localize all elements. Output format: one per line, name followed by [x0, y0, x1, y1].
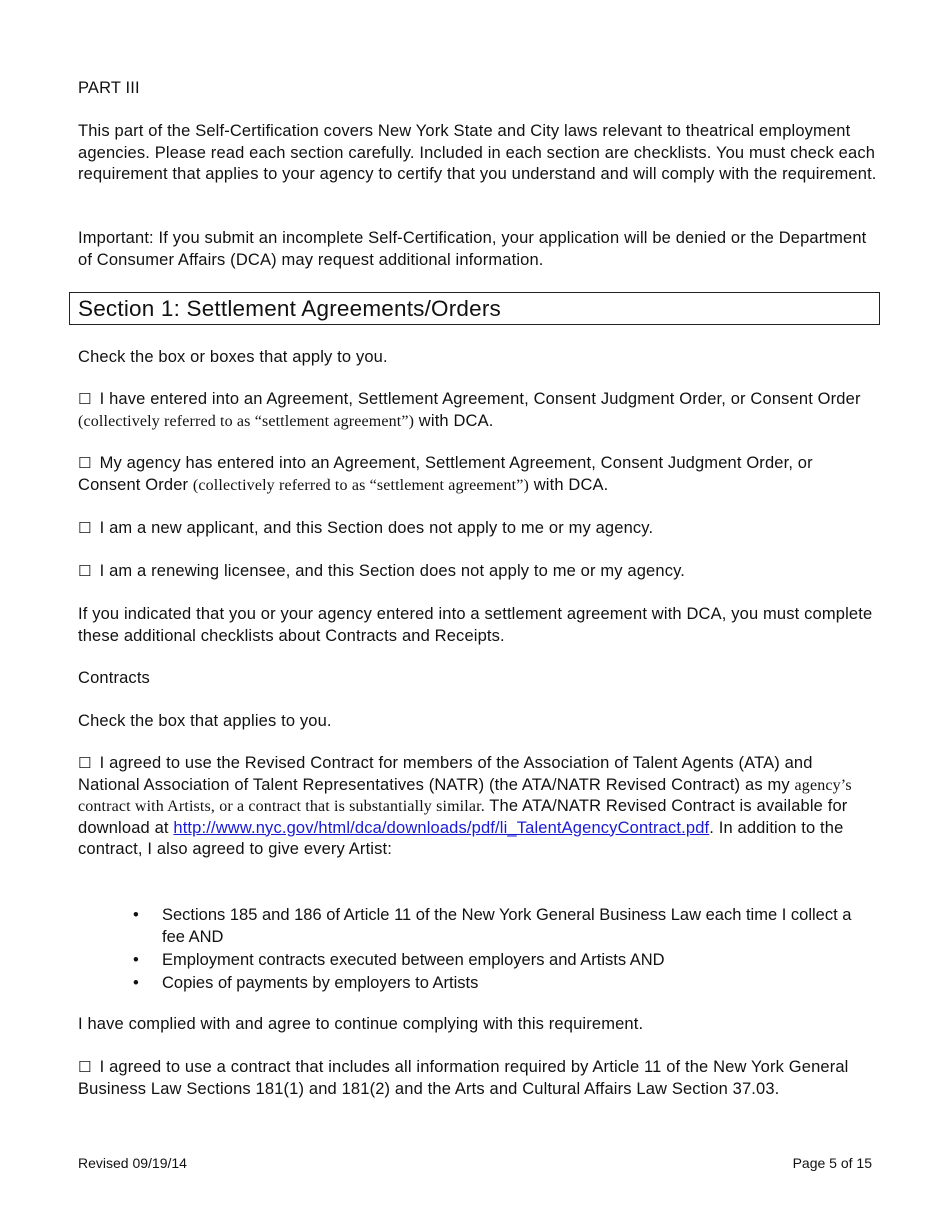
contract-download-link[interactable]: http://www.nyc.gov/html/dca/downloads/pdf/li_TalentAgencyContract.pdf	[173, 818, 710, 837]
option-text-serif: agency’s contract with Artists, or a contract that is substantially similar.	[78, 776, 852, 815]
option-text: I have entered into an Agreement, Settlement Agreement, Consent Judgment Order, or Consent Order	[99, 390, 861, 408]
option-renewing-licensee	[78, 561, 878, 583]
option-text-end: with DCA.	[528, 475, 609, 494]
option-agreement-self	[78, 389, 878, 432]
list-item: • Sections 185 and 186 of Article 11 of the New York General Business Law each time I collect a fee AND	[130, 905, 875, 948]
option-text: I am a new applicant, and this Section does not apply to me or my agency.	[99, 519, 654, 537]
checkbox[interactable]: ☐	[78, 562, 92, 580]
option-text-end: . In addition to the contract, I also agreed to give every Artist:	[78, 818, 844, 858]
part-title: PART III	[78, 79, 140, 97]
option-article-11-contract	[78, 1057, 878, 1100]
instruction-check-box: Check the box that applies to you.	[78, 712, 332, 730]
option-text-mid: The ATA/NATR Revised Contract is available for download at	[78, 797, 848, 837]
checkbox[interactable]: ☐	[78, 390, 92, 408]
compliance-statement: I have complied with and agree to continue complying with this requirement.	[78, 1015, 644, 1033]
followup-paragraph: If you indicated that you or your agency entered into a settlement agreement with DCA, you must complete these additional checklists about Contracts and Receipts.	[78, 605, 873, 645]
option-text-serif: (collectively referred to as “settlement agreement”)	[78, 412, 415, 430]
checkbox[interactable]: ☐	[78, 754, 92, 772]
footer-page-number: Page 5 of 15	[792, 1155, 872, 1171]
intro-paragraph: This part of the Self-Certification covers New York State and City laws relevant to theatrical employment agencies. Please read each section carefully. Included in each section are checklists. You must check each requirement that applies to your agency to certify that you understand and will comply with the requirement.	[78, 122, 877, 183]
option-text: My agency has entered into an Agreement, Settlement Agreement, Consent Judgment Order, or Consent Order	[78, 454, 813, 494]
footer-revised-date: Revised 09/19/14	[78, 1155, 187, 1171]
checkbox[interactable]: ☐	[78, 454, 92, 472]
option-new-applicant	[78, 518, 878, 540]
important-paragraph: Important: If you submit an incomplete Self-Certification, your application will be denied or the Department of Consumer Affairs (DCA) may request additional information.	[78, 229, 867, 269]
option-text: I agreed to use the Revised Contract for members of the Association of Talent Agents (ATA) and National Association of Talent Representatives (NATR) (the ATA/NATR Revised Contract) as my	[78, 754, 813, 794]
list-item: • Employment contracts executed between employers and Artists AND	[130, 950, 875, 972]
artist-documents-list	[130, 905, 875, 996]
option-revised-contract	[78, 753, 878, 861]
option-text: I agreed to use a contract that includes all information required by Article 11 of the New York General Business Law Sections 181(1) and 181(2) and the Arts and Cultural Affairs Law Section 37.03.	[78, 1058, 849, 1098]
section-heading-box	[69, 292, 880, 325]
instruction-check-boxes: Check the box or boxes that apply to you.	[78, 348, 388, 366]
checkbox[interactable]: ☐	[78, 1058, 92, 1076]
option-text: I am a renewing licensee, and this Section does not apply to me or my agency.	[99, 562, 686, 580]
option-text-end: with DCA.	[414, 411, 494, 430]
option-text-serif: (collectively referred to as “settlement agreement”)	[192, 476, 529, 494]
option-agreement-agency	[78, 453, 878, 496]
list-item: • Copies of payments by employers to Artists	[130, 973, 875, 995]
contracts-title: Contracts	[78, 669, 150, 687]
section-title: Section 1: Settlement Agreements/Orders	[78, 296, 502, 321]
checkbox[interactable]: ☐	[78, 519, 92, 537]
